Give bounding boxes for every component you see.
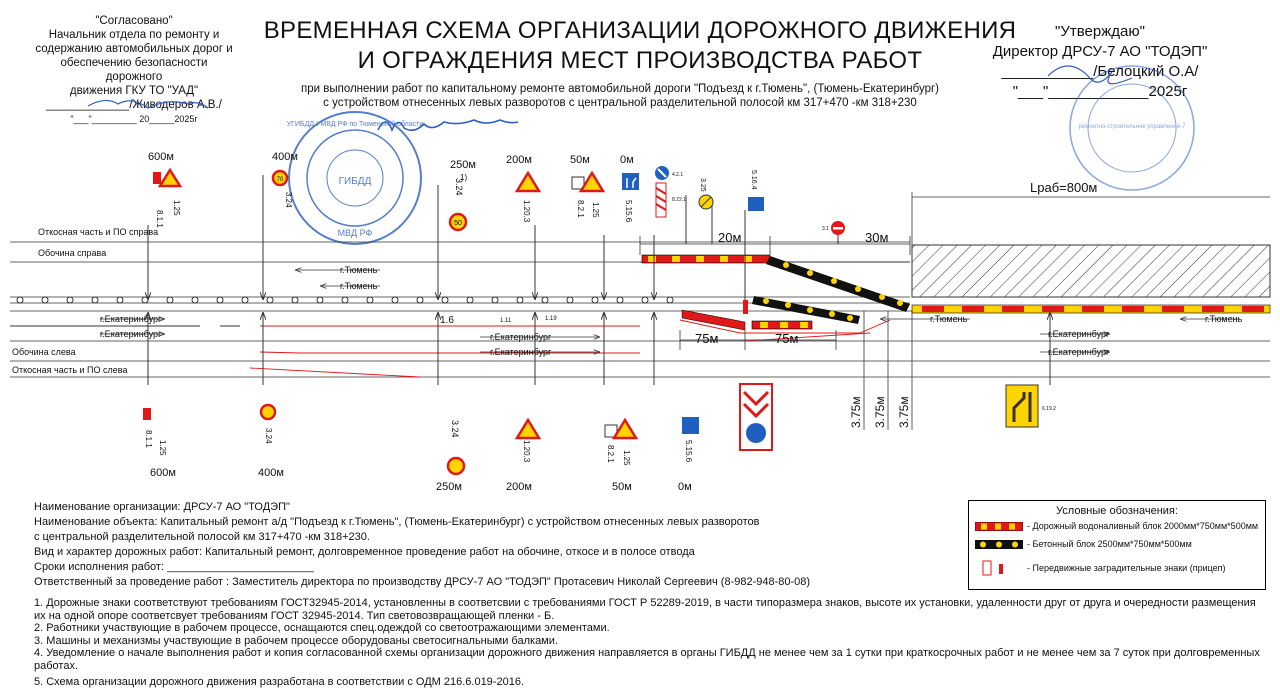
median-dots bbox=[17, 297, 673, 303]
lane-width-3: 3.75м bbox=[897, 396, 911, 428]
approved-line-2: Директор ДРСУ-7 АО "ТОДЭП" bbox=[992, 43, 1208, 60]
info-org: Наименование организации: ДРСУ-7 АО "ТОДЭП" bbox=[34, 501, 290, 513]
concrete-barrier-lower bbox=[752, 296, 860, 324]
legend-mobile-label: - Передвижные заградительные знаки (прицеп) bbox=[1027, 563, 1226, 573]
dir-tyumen-3: г.Тюмень bbox=[930, 314, 968, 324]
lane-sign-code: 6.19.2 bbox=[1042, 406, 1056, 412]
lane-width-1: 3.75м bbox=[849, 396, 863, 428]
dir-ekb-6: г.Екатеринбург bbox=[1048, 347, 1110, 357]
info-responsible: Ответственный за проведение работ : Заместитель директора по производству ДРСУ-7 АО "ТОДЭП" Протасевич Николай Сергеевич (8-982-948-80-08) bbox=[34, 576, 811, 588]
shoulder-top-label: Обочина справа bbox=[38, 248, 107, 258]
no-entry-sign-3-1 bbox=[831, 221, 845, 235]
lane-direction-sign-bottom bbox=[682, 417, 699, 434]
bot-dist-0: 0м bbox=[678, 481, 692, 493]
marking-1-11: 1.11 bbox=[500, 318, 512, 324]
legend bbox=[968, 500, 1266, 590]
bot-plate-2: 1.25 bbox=[622, 450, 631, 466]
top-sup: 1) bbox=[460, 173, 468, 182]
lane-direction-sign-top bbox=[622, 173, 639, 190]
mid-code-4-2-1: 4.2.1 bbox=[672, 172, 684, 178]
company-stamp bbox=[1070, 66, 1194, 190]
mid-code-3-25: 3.25 bbox=[699, 178, 706, 192]
top-code-5-15-6: 5.15.6 bbox=[624, 200, 633, 223]
speed-limit-70-bottom bbox=[261, 405, 275, 419]
company-stamp-text: ремонтно-строительное управление-7 bbox=[1078, 124, 1186, 130]
trailer-arrow-sign bbox=[740, 384, 772, 450]
approved-line-4: "___"____________2025г bbox=[1012, 83, 1188, 100]
warning-sign-narrowing-top bbox=[517, 173, 539, 191]
subtitle-line-1: при выполнении работ по капитальному ремонте автомобильной дороги "Подъезд к г.Тюмень", (Тюмень-Екатеринбург) bbox=[300, 83, 940, 95]
dim-75m-a: 75м bbox=[695, 331, 719, 346]
warning-sign-vehicle-bottom bbox=[605, 420, 636, 438]
subtitle-line-2: с устройством отнесенных левых разворотов с центральной разделительной полосой км 317+470 -км 318+230 bbox=[323, 97, 917, 109]
bot-dist-200: 200м bbox=[506, 481, 532, 493]
top-code-3-24-a: 3.24 bbox=[284, 192, 293, 208]
bot-plate-1: 1.25 bbox=[158, 440, 167, 456]
notes-list bbox=[34, 597, 1264, 689]
marking-1-6: 1.6 bbox=[440, 315, 454, 326]
top-code-1-20-3: 1.20.3 bbox=[522, 200, 531, 223]
zone-top-label: Откосная часть и ПО справа bbox=[38, 227, 159, 237]
dir-ekb-3: г.Екатеринбург bbox=[490, 332, 552, 342]
legend-title: Условные обозначения: bbox=[1056, 505, 1178, 517]
speed-50-label: 50 bbox=[454, 220, 462, 227]
top-code-8-2-1: 8.2.1 bbox=[576, 200, 585, 218]
top-dist-250: 250м bbox=[450, 159, 476, 171]
marking-1-19: 1.19 bbox=[545, 316, 557, 322]
gibdd-stamp-ring: УГИБДД УМВД РФ по Тюменской области bbox=[286, 121, 424, 128]
top-code-8-1-1: 8.1.1 bbox=[155, 210, 164, 228]
speed-70-label: 70 bbox=[276, 177, 284, 183]
bot-dist-50: 50м bbox=[612, 481, 632, 493]
dir-tyumen-1: г.Тюмень bbox=[340, 265, 378, 275]
work-length: Lраб=800м bbox=[1030, 180, 1098, 195]
legend-water-label: - Дорожный водоналивный блок 2000мм*750мм*500мм bbox=[1027, 521, 1259, 531]
mid-code-5-16-4: 5.16.4 bbox=[750, 170, 757, 190]
gibdd-stamp-center: ГИБДД bbox=[338, 176, 372, 187]
end-limit-sign-3-25 bbox=[699, 195, 713, 209]
speed-limit-70-top bbox=[273, 171, 287, 185]
agreed-line-1: "Согласовано" bbox=[95, 15, 173, 27]
note-4: 4. Уведомление о начале выполнения работ и копия согласованной схемы организации дорожного движения направляется в органы ГИБДД не менее чем за 1 сутки при краткосрочных работ и не менее чем за 7 суток при долговременных работах. bbox=[34, 647, 1260, 672]
shoulder-bottom-label: Обочина слева bbox=[12, 347, 76, 357]
dim-30m: 30м bbox=[865, 230, 889, 245]
bot-dist-250: 250м bbox=[436, 481, 462, 493]
approved-line-3: ___________/Белоцкий О.А/ bbox=[1001, 63, 1199, 80]
legend-row-water bbox=[975, 517, 1265, 535]
info-kind: Вид и характер дорожных работ: Капитальный ремонт, долговременное проведение работ на обочине, откосе и в полосе отвода bbox=[34, 546, 695, 558]
water-barrier-top bbox=[642, 255, 770, 263]
warning-sign-roadworks-bottom-600 bbox=[143, 408, 151, 420]
speed-limit-50-bottom bbox=[448, 458, 464, 474]
dim-20m: 20м bbox=[718, 230, 742, 245]
detour-sign-4-2-1 bbox=[655, 166, 669, 217]
info-object-2: с центральной разделительной полосой км 317+470 -км 318+230. bbox=[34, 531, 370, 543]
lane-shift-sign-6-19-2 bbox=[1006, 385, 1038, 427]
agreed-line-3: содержанию автомобильных дорог и bbox=[35, 43, 233, 55]
agreed-line-5: движения ГКУ ТО "УАД" bbox=[69, 85, 199, 97]
top-code-3-24-b: 3.24 bbox=[454, 178, 464, 196]
dir-ekb-5: г.Екатеринбург bbox=[1048, 329, 1110, 339]
bot-code-5-15-6: 5.15.6 bbox=[684, 440, 693, 463]
bot-code-3-24-a: 3.24 bbox=[264, 428, 273, 444]
zone-bottom-label: Откосная часть и ПО слева bbox=[12, 365, 128, 375]
warning-sign-roadworks-top-600 bbox=[153, 170, 180, 186]
info-object-1: Наименование объекта: Капитальный ремонт а/д "Подъезд к г.Тюмень", (Тюмень-Екатеринбург) с устройством отнесенных левых разворотов bbox=[34, 516, 760, 528]
lane-sign-5-16-4 bbox=[748, 197, 764, 211]
warning-sign-vehicle-top bbox=[572, 173, 603, 191]
dim-75m-b: 75м bbox=[775, 331, 799, 346]
speed-limit-50-top bbox=[450, 214, 466, 230]
gibdd-stamp-bottom: МВД РФ bbox=[337, 228, 373, 238]
note-2: 2. Работники участвующие в рабочем процессе, оснащаются спец.одеждой со светоотражающими элементами. bbox=[34, 622, 610, 634]
bot-code-8-1-1: 8.1.1 bbox=[144, 430, 153, 448]
dir-tyumen-4: г.Тюмень bbox=[1205, 314, 1243, 324]
top-plate-1: 1.25 bbox=[172, 200, 181, 216]
bot-dist-400: 400м bbox=[258, 467, 284, 479]
agreed-line-6: _____________/Живодеров А.В./ bbox=[46, 99, 222, 111]
title-line-2: И ОГРАЖДЕНИЯ МЕСТ ПРОИЗВОДСТВА РАБОТ bbox=[357, 47, 923, 74]
bot-code-8-2-1: 8.2.1 bbox=[606, 445, 615, 463]
agreed-line-2: Начальник отдела по ремонту и bbox=[48, 29, 220, 41]
legend-mobile-swatch bbox=[975, 560, 1023, 576]
title-line-1: ВРЕМЕННАЯ СХЕМА ОРГАНИЗАЦИИ ДОРОЖНОГО ДВИЖЕНИЯ bbox=[263, 17, 1017, 44]
bot-dist-600: 600м bbox=[150, 467, 176, 479]
note-5: 5. Схема организации дорожного движения разработана в соответствии с ОДМ 216.6.019-2016. bbox=[34, 676, 524, 688]
note-1: 1. Дорожные знаки соответствуют требованиям ГОСТ32945-2014, установленны в соответсвии с требованиями ГОСТ Р 52289-2019, в части типоразмера знаков, высоте их установки, удаленности друг от друга и очередности размещения их на одной опоре соответсвует требованиям ГОСТ 32945-2014. Тип световозвращающей пленки - Б. bbox=[34, 597, 1256, 622]
agreed-line-4: обеспечению безопасности дорожного bbox=[60, 57, 208, 83]
bot-code-3-24-b: 3.24 bbox=[450, 420, 460, 438]
note-3: 3. Машины и механизмы участвующие в рабочем процессе оборудованы светосигнальными балками. bbox=[34, 634, 558, 647]
top-dist-200: 200м bbox=[506, 154, 532, 166]
top-dist-0: 0м bbox=[620, 154, 634, 166]
top-dist-50: 50м bbox=[570, 154, 590, 166]
dir-ekb-4: г.Екатеринбург bbox=[490, 347, 552, 357]
legend-row-mobile bbox=[975, 559, 1265, 577]
agreed-line-7: "___"_________ 20_____2025г bbox=[70, 114, 198, 124]
work-zone bbox=[912, 245, 1270, 297]
mid-code-8-22-1: 8.22.1 bbox=[672, 197, 686, 203]
dir-ekb-1: г.Екатеринбург bbox=[100, 314, 162, 324]
approved-line-1: "Утверждаю" bbox=[1055, 23, 1145, 40]
top-dist-400: 400м bbox=[272, 151, 298, 163]
top-plate-2: 1.25 bbox=[591, 202, 600, 218]
signature-2 bbox=[88, 100, 208, 108]
legend-concrete-label: - Бетонный блок 2500мм*750мм*500мм bbox=[1027, 539, 1192, 549]
water-barrier-right bbox=[912, 305, 1270, 313]
legend-concrete-swatch bbox=[975, 540, 1023, 549]
info-terms: Сроки исполнения работ: ________________________ bbox=[34, 561, 314, 573]
mid-code-3-1: 3.1 bbox=[822, 226, 829, 232]
legend-row-concrete bbox=[975, 535, 1265, 553]
bot-code-1-20-3: 1.20.3 bbox=[522, 440, 531, 463]
small-road-light bbox=[743, 300, 748, 314]
dir-tyumen-2: г.Тюмень bbox=[340, 281, 378, 291]
dir-ekb-2: г.Екатеринбург bbox=[100, 329, 162, 339]
warning-sign-narrowing-bottom bbox=[517, 420, 539, 438]
gibdd-stamp bbox=[287, 112, 424, 244]
top-dist-600: 600м bbox=[148, 151, 174, 163]
signature-3 bbox=[1048, 66, 1132, 84]
lane-width-2: 3.75м bbox=[873, 396, 887, 428]
legend-water-swatch bbox=[975, 522, 1023, 531]
